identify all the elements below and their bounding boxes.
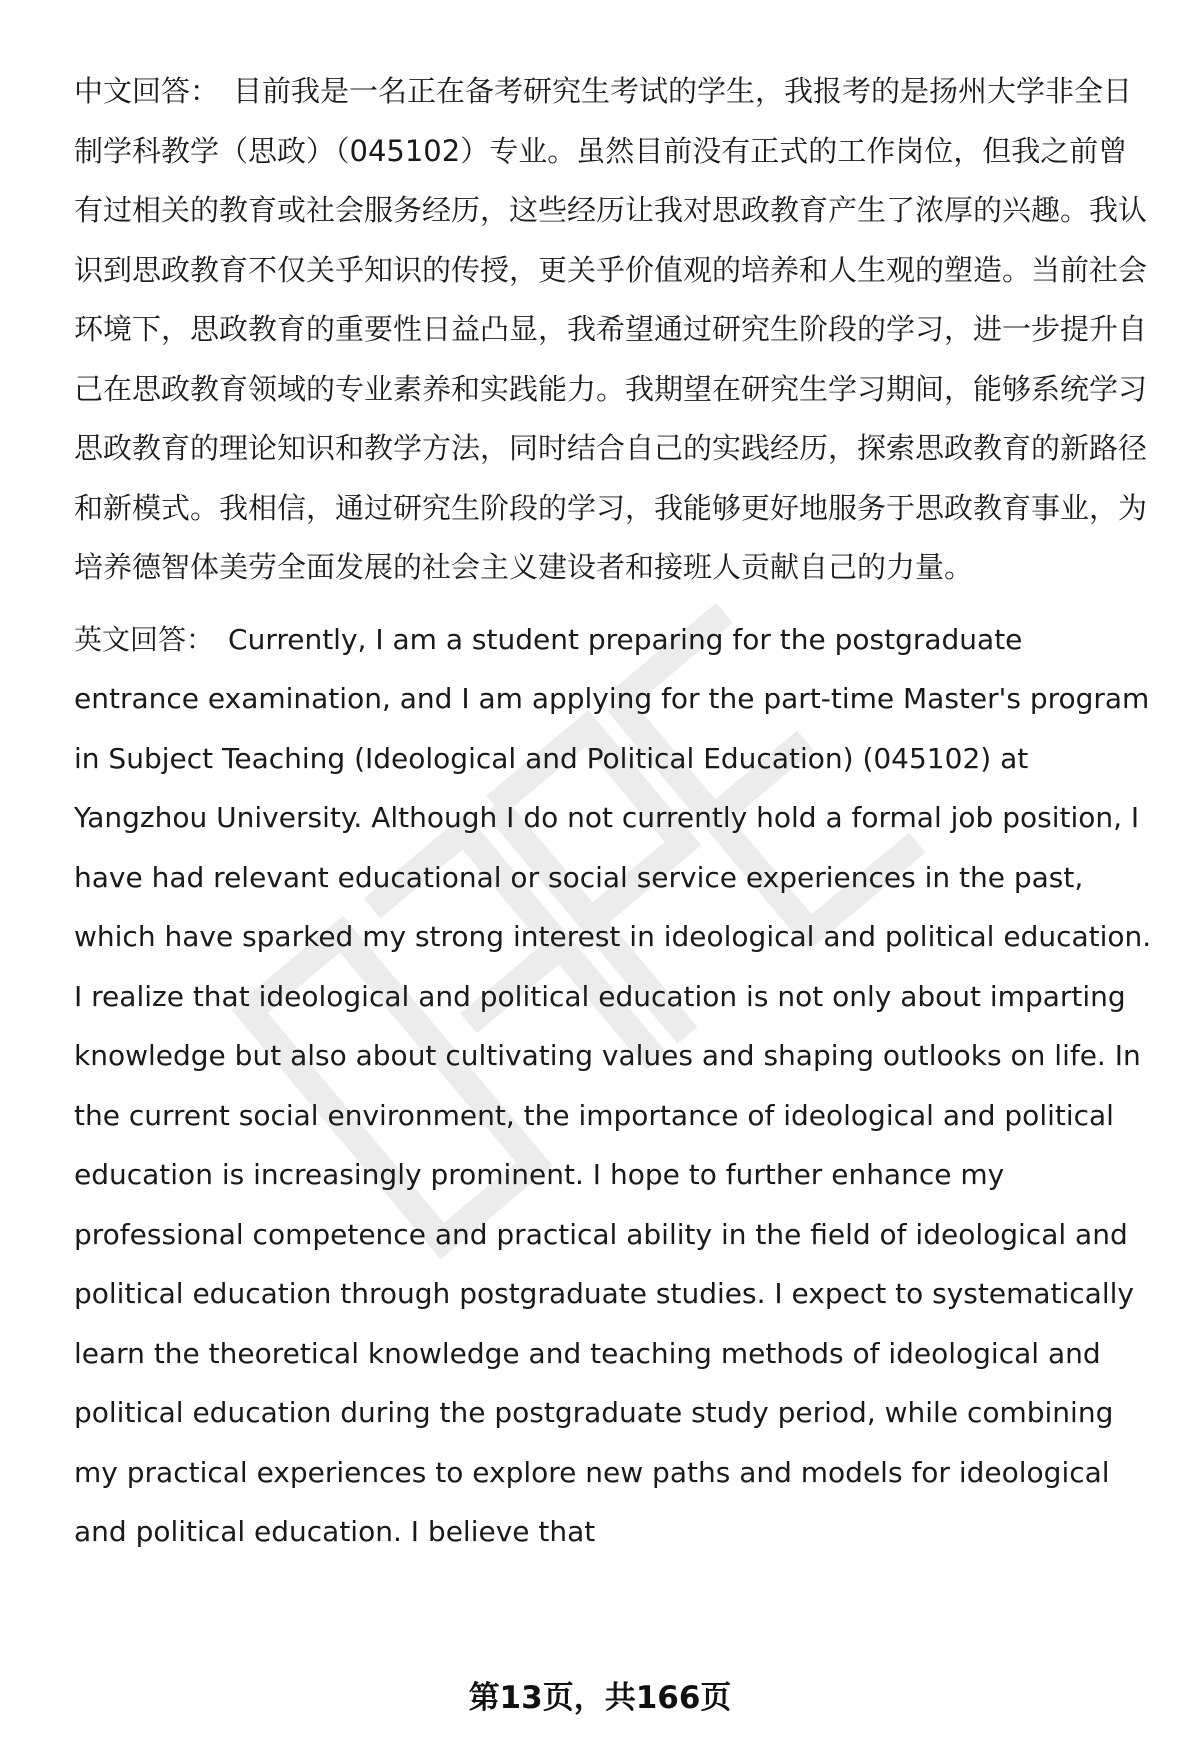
page-number-footer: 第13页，共166页 — [468, 1680, 732, 1716]
document-page — [74, 62, 1154, 1574]
chinese-answer-paragraph — [74, 62, 1154, 598]
chinese-answer-text: 目前我是一名正在备考研究生考试的学生，我报考的是扬州大学非全日制学科教学（思政）（045102）专业。虽然目前没有正式的工作岗位，但我之前曾有过相关的教育或社会服务经历，这些经历让我对思政教育产生了浓厚的兴趣。我认识到思政教育不仅关乎知识的传授，更关乎价值观的培养和人生观的塑造。当前社会环境下，思政教育的重要性日益凸显，我希望通过研究生阶段的学习，进一步提升自己在思政教育领域的专业素养和实践能力。我期望在研究生学习期间，能够系统学习思政教育的理论知识和教学方法，同时结合自己的实践经历，探索思政教育的新路径和新模式。我相信，通过研究生阶段的学习，我能够更好地服务于思政教育事业，为培养德智体美劳全面发展的社会主义建设者和接班人贡献自己的力量。 — [74, 74, 1148, 584]
english-answer-text: Currently, I am a student preparing for the postgraduate entrance examination, and I am applying for the part-time Master's program in Subject Teaching (Ideological and Political Education) (045102) at Yangzhou University. Although I do not currently hold a formal job position, I have had relevant educational or social service experiences in the past, which have sparked my strong interest in ideological and political education. I realize that ideological and political education is not only about imparting knowledge but also about cultivating values and shaping outlooks on life. In the current social environment, the importance of ideological and political education is increasingly prominent. I hope to further enhance my professional competence and practical ability in the field of ideological and political education through postgraduate studies. I expect to systematically learn the theoretical knowledge and teaching methods of ideological and political education during the postgraduate study period, while combining my practical experiences to explore new paths and models for ideological and political education. I believe that — [74, 622, 1152, 1548]
english-answer-paragraph — [74, 610, 1154, 1562]
chinese-answer-label: 中文回答： — [74, 74, 220, 108]
english-answer-label: 英文回答： — [74, 622, 215, 656]
